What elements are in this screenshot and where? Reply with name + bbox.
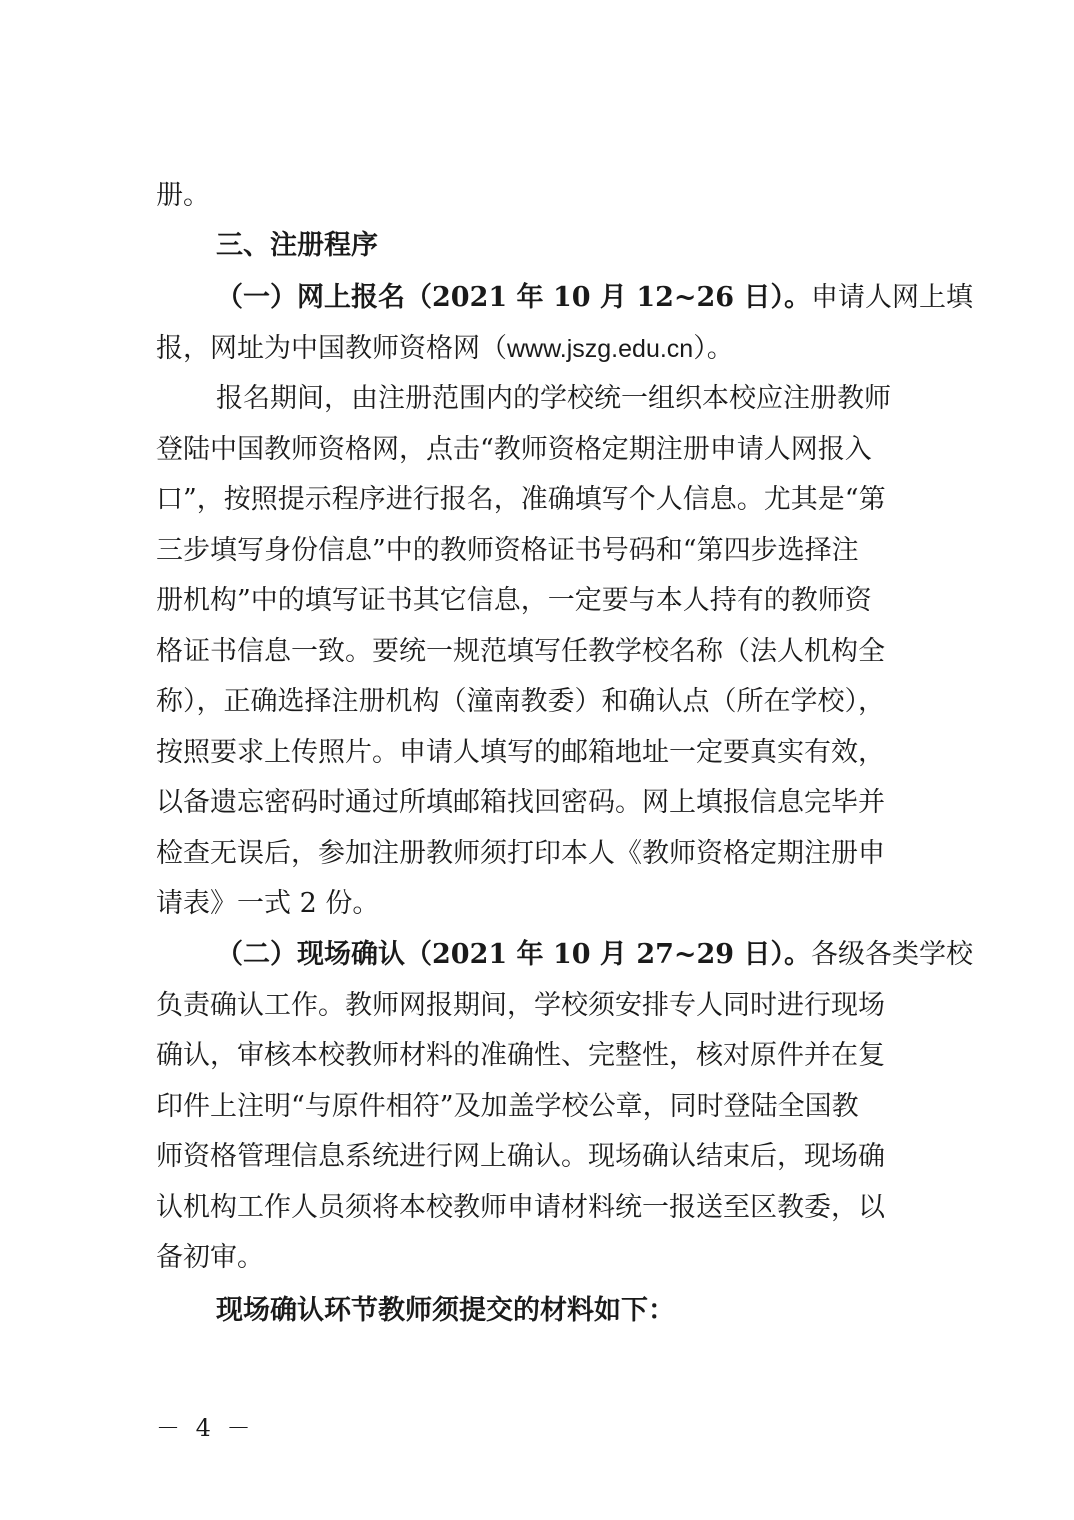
text-line: 师资格管理信息系统进行网上确认。现场确认结束后，现场确 xyxy=(156,1141,885,1172)
text-line: 印件上注明“与原件相符”及加盖学校公章，同时登陆全国教 xyxy=(156,1091,859,1122)
subsection-line xyxy=(216,937,973,973)
text-line: 检查无误后，参加注册教师须打印本人《教师资格定期注册申 xyxy=(156,838,885,869)
text-line: 以备遗忘密码时通过所填邮箱找回密码。网上填报信息完毕并 xyxy=(156,787,885,818)
text-line: 按照要求上传照片。申请人填写的邮箱地址一定要真实有效， xyxy=(156,737,885,768)
materials-heading: 现场确认环节教师须提交的材料如下： xyxy=(216,1295,675,1326)
text-line: 登陆中国教师资格网，点击“教师资格定期注册申请人网报入 xyxy=(156,434,872,465)
subsection-heading-onsite-confirmation: （二）现场确认（2021 年 10 月 27~29 日）。 xyxy=(216,939,811,970)
text-line: 请表》一式 2 份。 xyxy=(156,888,380,919)
text-line: 认机构工作人员须将本校教师申请材料统一报送至区教委，以 xyxy=(156,1192,885,1223)
text-line: 备初审。 xyxy=(156,1242,264,1273)
text-run: ）。 xyxy=(693,333,734,364)
paragraph-continuation: 册。 xyxy=(156,180,210,211)
text-line: 确认，审核本校教师材料的准确性、完整性，核对原件并在复 xyxy=(156,1040,885,1071)
text-line: 负责确认工作。教师网报期间，学校须安排专人同时进行现场 xyxy=(156,990,885,1021)
text-line xyxy=(156,331,932,367)
page-number: － 4 － xyxy=(156,1414,255,1442)
website-url: www.jszg.edu.cn xyxy=(507,335,694,363)
text-run: 报，网址为中国教师资格网（ xyxy=(156,333,507,364)
text-line: 报名期间，由注册范围内的学校统一组织本校应注册教师 xyxy=(216,383,891,414)
text-line: 称），正确选择注册机构（潼南教委）和确认点（所在学校）， xyxy=(156,686,885,717)
subsection-line xyxy=(216,280,973,316)
text-line: 口”，按照提示程序进行报名，准确填写个人信息。尤其是“第 xyxy=(156,484,886,515)
text-line: 三步填写身份信息”中的教师资格证书号码和“第四步选择注 xyxy=(156,535,859,566)
text-line: 册机构”中的填写证书其它信息，一定要与本人持有的教师资 xyxy=(156,585,872,616)
subsection-heading-online-registration: （一）网上报名（2021 年 10 月 12~26 日）。 xyxy=(216,282,811,313)
section-heading: 三、注册程序 xyxy=(216,230,378,261)
text-run: 申请人网上填 xyxy=(811,282,973,313)
text-run: 各级各类学校 xyxy=(811,939,973,970)
text-line: 格证书信息一致。要统一规范填写任教学校名称（法人机构全 xyxy=(156,636,885,667)
